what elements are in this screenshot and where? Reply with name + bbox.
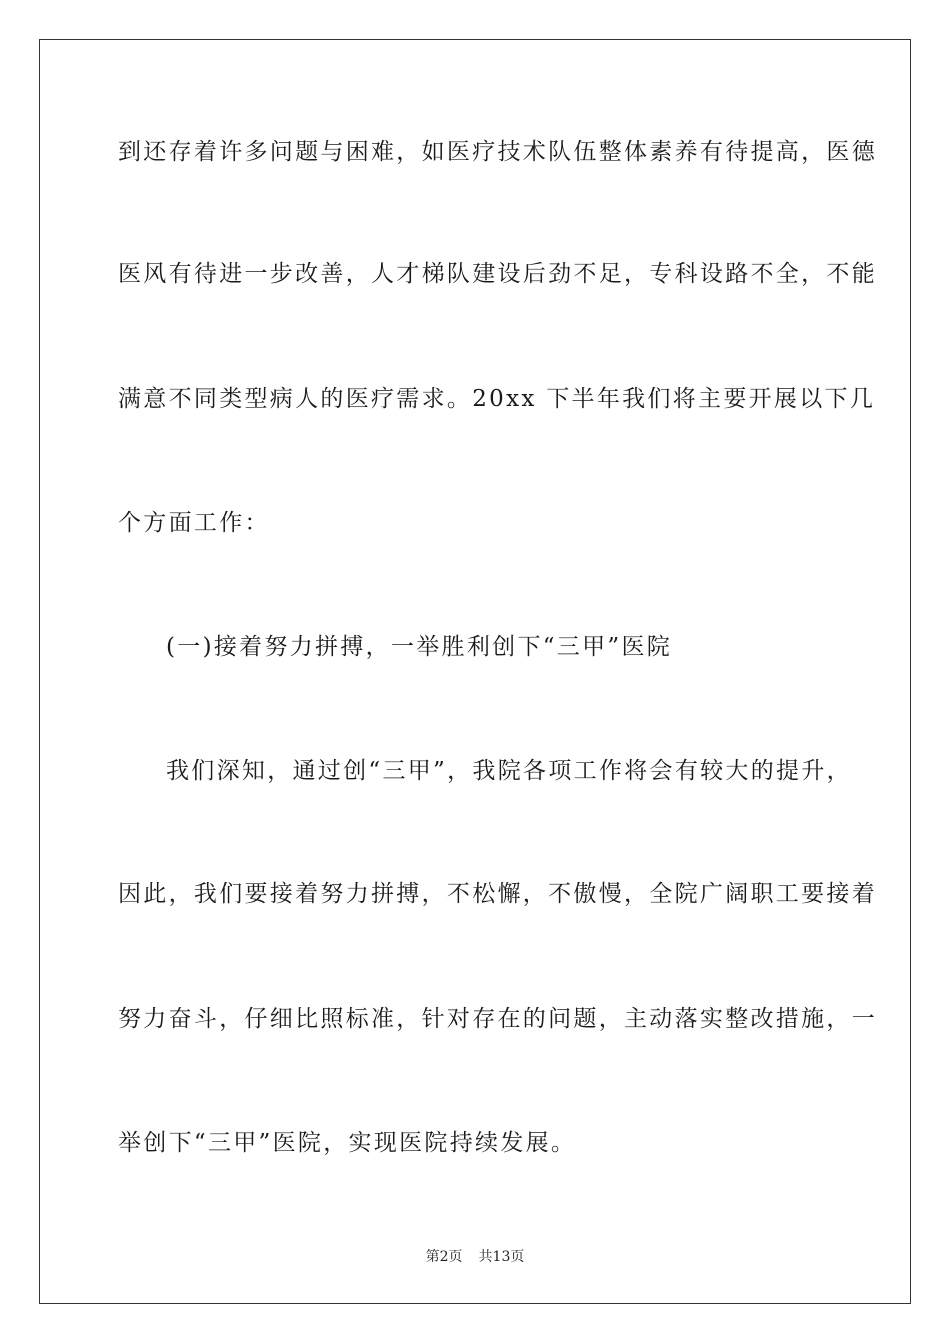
body-text-line-7: 因此，我们要接着努力拼搏，不松懈，不傲慢，全院广阔职工要接着 (118, 881, 877, 907)
body-text-line-2: 医风有待进一步改善，人才梯队建设后劲不足，专科设路不全，不能 (118, 261, 877, 287)
body-text-line-9: 举创下“三甲”医院，实现医院持续发展。 (118, 1130, 577, 1156)
section-heading: (一)接着努力拼搏，一举胜利创下“三甲”医院 (166, 634, 673, 660)
page-border (39, 39, 911, 1304)
body-text-line-3: 满意不同类型病人的医疗需求。20xx 下半年我们将主要开展以下几 (118, 386, 876, 412)
body-text-line-8: 努力奋斗，仔细比照标准，针对存在的问题，主动落实整改措施，一 (118, 1006, 877, 1032)
body-text-line-6: 我们深知，通过创“三甲”，我院各项工作将会有较大的提升， (166, 758, 852, 784)
body-text-line-1: 到还存着许多问题与困难，如医疗技术队伍整体素养有待提高，医德 (118, 139, 877, 165)
page-number: 第2页 (425, 1249, 463, 1265)
page-footer (0, 1247, 950, 1267)
body-text-line-4: 个方面工作： (118, 510, 270, 536)
total-pages: 共13页 (478, 1249, 525, 1265)
